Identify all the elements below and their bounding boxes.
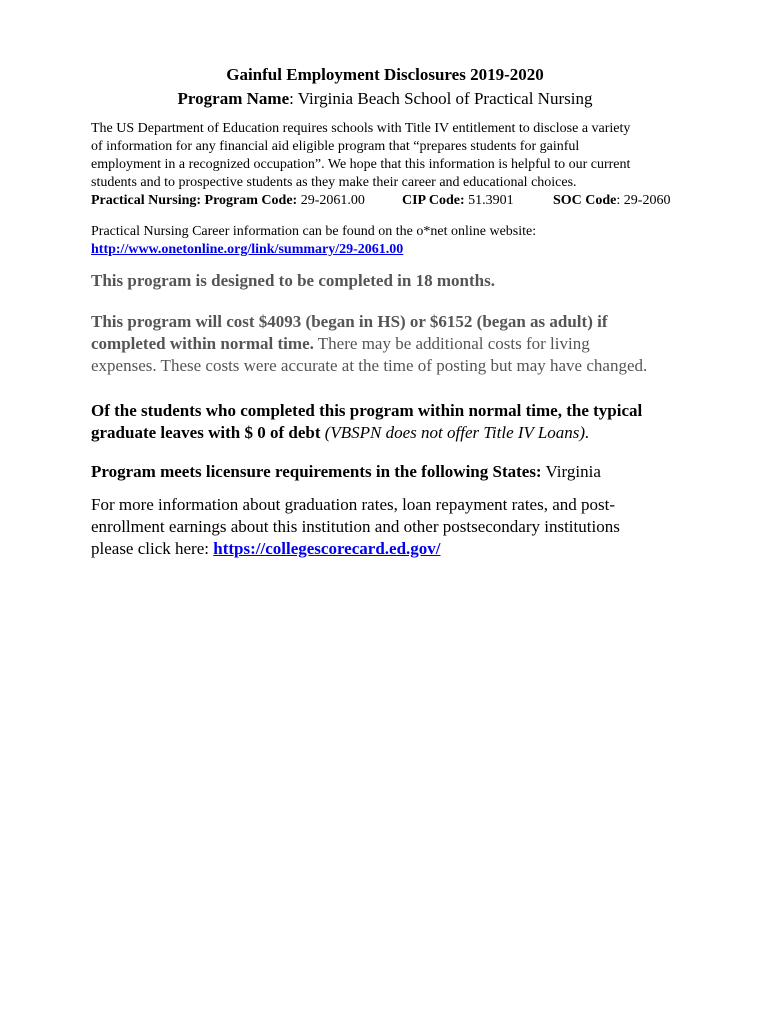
debt-line-2: graduate leaves with $ 0 of debt [91, 423, 321, 442]
program-name-label: Program Name [177, 89, 290, 108]
program-code-value: 29-2061.00 [297, 193, 365, 208]
cost-rest-line-1: There may be additional costs for living [313, 334, 590, 353]
program-name-line [0, 88, 770, 110]
more-info-line-2: enrollment earnings about this institution and other postsecondary institutions [91, 517, 620, 536]
debt-note: (VBSPN does not offer Title IV Loans). [320, 423, 590, 442]
soc-code-label: SOC Code [553, 193, 617, 208]
onet-paragraph [91, 223, 536, 259]
cost-paragraph [91, 311, 647, 377]
college-scorecard-link[interactable]: https://collegescorecard.ed.gov/ [213, 539, 441, 558]
licensure-label: Program meets licensure requirements in the following States: [91, 462, 542, 481]
cip-code-label: CIP Code: [402, 193, 465, 208]
more-info-line-1: For more information about graduation rates, loan repayment rates, and post- [91, 495, 616, 514]
intro-line: The US Department of Education requires schools with Title IV entitlement to disclose a variety [91, 121, 631, 136]
licensure-line [91, 461, 601, 483]
cip-code-value: 51.3901 [464, 193, 514, 208]
onet-link[interactable]: http://www.onetonline.org/link/summary/29-2061.00 [91, 242, 404, 257]
duration-line: This program is designed to be completed in 18 months. [91, 271, 495, 290]
more-info-line-3: please click here: [91, 539, 214, 558]
intro-paragraph [91, 120, 691, 210]
soc-code-value: : 29-2060 [616, 193, 671, 208]
intro-line: of information for any financial aid eligible program that “prepares students for gainful [91, 139, 580, 154]
cost-rest-line-2: expenses. These costs were accurate at the time of posting but may have changed. [91, 356, 648, 375]
licensure-state: Virginia [541, 462, 601, 481]
document-title: Gainful Employment Disclosures 2019-2020 [226, 65, 544, 84]
debt-paragraph [91, 400, 642, 444]
intro-line: employment in a recognized occupation”. We hope that this information is helpful to our current [91, 157, 631, 172]
cost-bold-line-2: completed within normal time. [91, 334, 314, 353]
program-code-label: Practical Nursing: Program Code: [91, 193, 298, 208]
program-name-value: : Virginia Beach School of Practical Nursing [289, 89, 593, 108]
cost-bold-line-1: This program will cost $4093 (began in HS) or $6152 (began as adult) if [91, 312, 608, 331]
more-info-paragraph [91, 494, 620, 560]
program-codes-line [91, 192, 691, 210]
debt-line-1: Of the students who completed this program within normal time, the typical [91, 401, 643, 420]
onet-text: Practical Nursing Career information can be found on the o*net online website: [91, 224, 537, 239]
intro-line: students and to prospective students as they make their career and educational choices. [91, 175, 577, 190]
